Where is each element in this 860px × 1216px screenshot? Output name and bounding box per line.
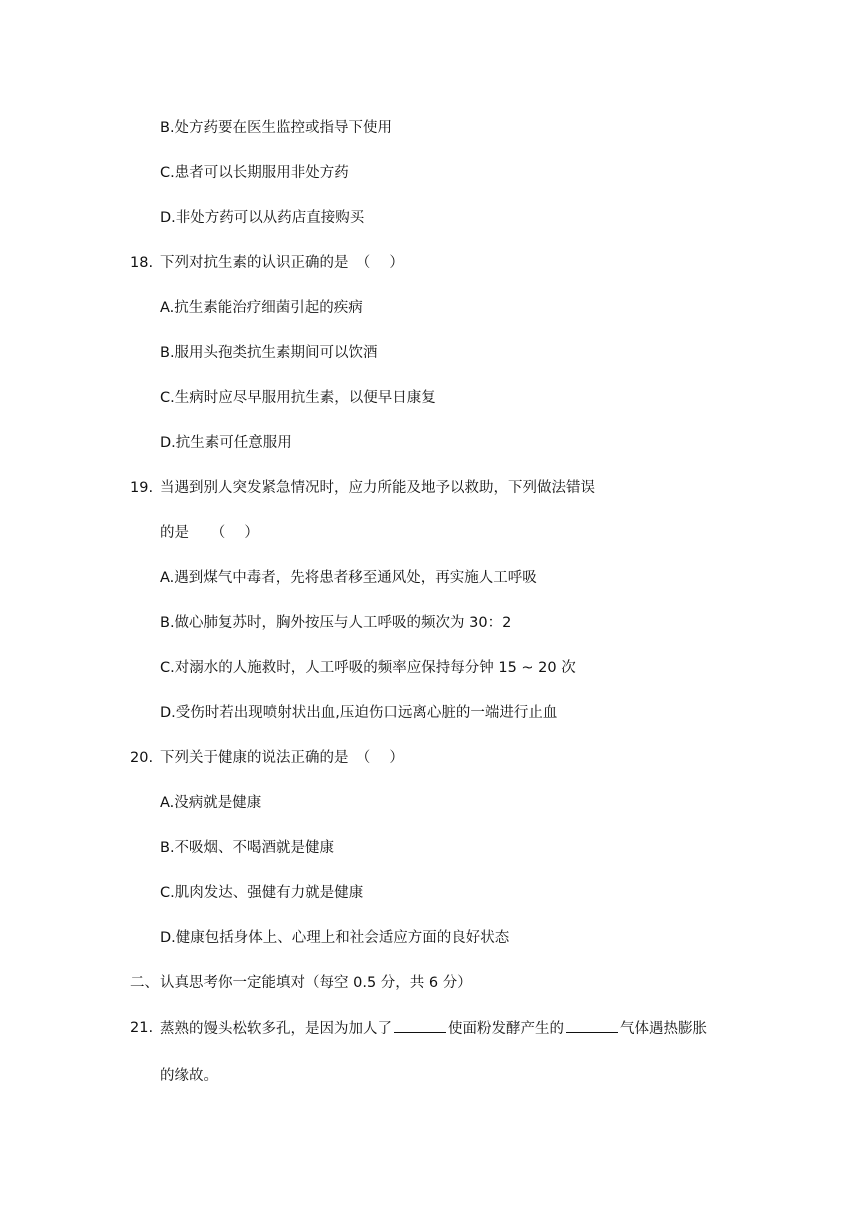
q19-number: 19. [130,480,154,496]
q18-option-c: C.生病时应尽早服用抗生素，以便早日康复 [160,390,436,406]
q20-option-c: C.肌肉发达、强健有力就是健康 [160,885,364,901]
q20-stem: 下列关于健康的说法正确的是 （ ） [160,750,404,766]
q18-option-b: B.服用头孢类抗生素期间可以饮酒 [160,345,378,361]
section2-title: 认真思考你一定能填对（每空 0.5 分，共 6 分） [160,975,472,991]
q18-option-a: A.抗生素能治疗细菌引起的疾病 [160,300,363,316]
q18-option-d: D.抗生素可任意服用 [160,435,292,451]
q19-option-d: D.受伤时若出现喷射状出血,压迫伤口远离心脏的一端进行止血 [160,705,558,721]
q21-text-part3: 气体遇热膨胀 [620,1021,707,1037]
q21-stem-line1 [160,1018,707,1039]
q21-number: 21. [130,1020,154,1036]
q20-option-d: D.健康包括身体上、心理上和社会适应方面的良好状态 [160,930,510,946]
q19-stem-line2: 的是 （ ） [160,525,259,541]
section2-number: 二、 [130,975,159,991]
q20-number: 20. [130,750,154,766]
q21-blank-1[interactable] [394,1018,446,1033]
q21-stem-line2: 的缘故。 [160,1068,218,1084]
q21-text-part2: 使面粉发酵产生的 [448,1021,564,1037]
q19-stem-line1: 当遇到别人突发紧急情况时，应力所能及地予以救助，下列做法错误 [160,480,595,496]
q19-option-b: B.做心肺复苏时，胸外按压与人工呼吸的频次为 30：2 [160,615,512,631]
q17-option-d: D.非处方药可以从药店直接购买 [160,210,365,226]
q18-number: 18. [130,255,154,271]
q18-stem: 下列对抗生素的认识正确的是 （ ） [160,255,404,271]
q21-text-part1: 蒸熟的馒头松软多孔，是因为加人了 [160,1021,392,1037]
q21-blank-2[interactable] [566,1018,618,1033]
q19-option-c: C.对溺水的人施救时，人工呼吸的频率应保持每分钟 15 ~ 20 次 [160,660,576,676]
q20-option-b: B.不吸烟、不喝酒就是健康 [160,840,335,856]
q17-option-b: B.处方药要在医生监控或指导下使用 [160,120,393,136]
q20-option-a: A.没病就是健康 [160,795,262,811]
q19-option-a: A.遇到煤气中毒者，先将患者移至通风处，再实施人工呼吸 [160,570,537,586]
q17-option-c: C.患者可以长期服用非处方药 [160,165,349,181]
